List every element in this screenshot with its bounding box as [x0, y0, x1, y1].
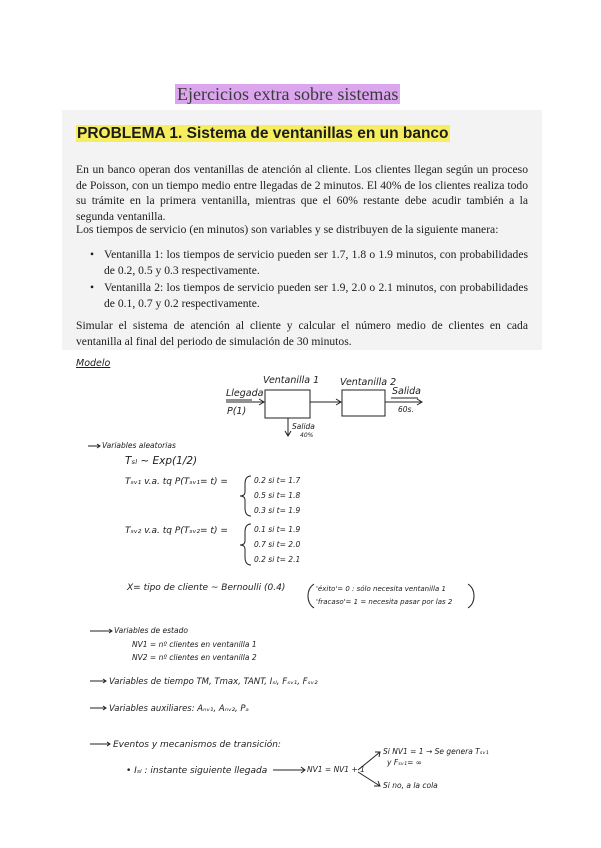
x-case-exito: 'éxito'= 0 : sólo necesita ventanilla 1 — [316, 585, 446, 593]
bullet-text: Ventanilla 2: los tiempos de servicio pueden ser 1.9, 2.0 o 2.1 minutos, con probabilidades de 0.1, 0.7 y 0.2 respectivamente. — [104, 281, 528, 310]
label-salida: Salida — [392, 386, 421, 397]
branch-yes-2: y Fₛᵥ₁= ∞ — [387, 758, 422, 767]
event-isl: • Iₛₗ : instante siguiente llegada — [126, 766, 268, 776]
random-vars-label: Variables aleatorias — [102, 441, 176, 450]
bullet-dot-icon: • — [90, 281, 95, 294]
aux-vars: Variables auxiliares: Aₙᵥ₁, Aₙᵥ₂, Pₐ — [109, 704, 249, 714]
tsl-distribution: Tₛₗ ~ Exp(1/2) — [125, 455, 198, 467]
events-label: Eventos y mecanismos de transición: — [113, 740, 281, 750]
tsv1-row: 0.3 si t= 1.9 — [254, 506, 301, 515]
event-nv1-increment: NV1 = NV1 + 1 — [307, 765, 365, 774]
tsv2-row: 0.7 si t= 2.0 — [254, 540, 301, 549]
tsv1-definition: Tₛᵥ₁ v.a. tq P(Tₛᵥ₁= t) = — [125, 477, 228, 487]
label-ventanilla-2: Ventanilla 2 — [340, 377, 397, 388]
ventanilla-1-box — [265, 390, 310, 418]
ventanilla-2-box — [342, 390, 385, 416]
nv1-definition: NV1 = nº clientes en ventanilla 1 — [132, 640, 257, 649]
label-p1: P(1) — [227, 406, 247, 417]
bullet-dot-icon: • — [90, 248, 95, 261]
paren-left — [308, 584, 314, 608]
paren-right — [468, 584, 474, 608]
model-label: Modelo — [76, 358, 111, 369]
label-salida-time: 60s. — [398, 405, 414, 414]
tsv1-row: 0.2 si t= 1.7 — [254, 476, 301, 485]
brace-tsv2 — [240, 524, 251, 565]
branch-yes: Si NV1 = 1 → Se genera Tₛᵥ₁ — [383, 747, 489, 756]
label-salida-down: Salida — [292, 422, 315, 431]
nv2-definition: NV2 = nº clientes en ventanilla 2 — [132, 653, 257, 662]
problem-intro-paragraph: En un banco operan dos ventanillas de atención al cliente. Los clientes llegan según un proceso de Poisson, con un tiempo medio entre llegadas de 2 minutos. El 40% de los clientes realiza todo su trámite en la primera ventanilla, mientras que el 60% restante debe acudir también a la segunda ventanilla. — [76, 163, 528, 223]
label-llegada: Llegada — [226, 388, 264, 399]
service-times-intro: Los tiempos de servicio (en minutos) son variables y se distribuyen de la siguiente manera: — [76, 223, 499, 236]
label-salida-down-pct: 40% — [300, 432, 314, 439]
x-definition: X= tipo de cliente ~ Bernoulli (0.4) — [127, 583, 286, 593]
x-case-fracaso: 'fracaso'= 1 = necesita pasar por las 2 — [316, 598, 453, 606]
problem-heading-text: PROBLEMA 1. Sistema de ventanillas en un banco — [77, 125, 449, 142]
branch-no: Si no, a la cola — [383, 781, 438, 790]
tsv1-row: 0.5 si t= 1.8 — [254, 491, 301, 500]
document-title: Ejercicios extra sobre sistemas — [177, 84, 399, 104]
tsv2-definition: Tₛᵥ₂ v.a. tq P(Tₛᵥ₂= t) = — [125, 526, 228, 536]
tsv2-row: 0.1 si t= 1.9 — [254, 525, 301, 534]
bullet-text: Ventanilla 1: los tiempos de servicio pueden ser 1.7, 1.8 o 1.9 minutos, con probabilidades de 0.2, 0.5 y 0.3 respectivamente. — [104, 248, 528, 277]
brace-tsv1 — [240, 476, 251, 516]
tsv2-row: 0.2 si t= 2.1 — [254, 555, 301, 564]
label-ventanilla-1: Ventanilla 1 — [263, 375, 320, 386]
simulation-task: Simular el sistema de atención al cliente y calcular el número medio de clientes en cada ventanilla al final del periodo de simulación de 30 minutos. — [76, 319, 528, 348]
time-vars: Variables de tiempo TM, Tmax, TANT, Iₛₗ, Fₛᵥ₁, Fₛᵥ₂ — [109, 677, 318, 687]
state-vars-label: Variables de estado — [114, 626, 188, 635]
